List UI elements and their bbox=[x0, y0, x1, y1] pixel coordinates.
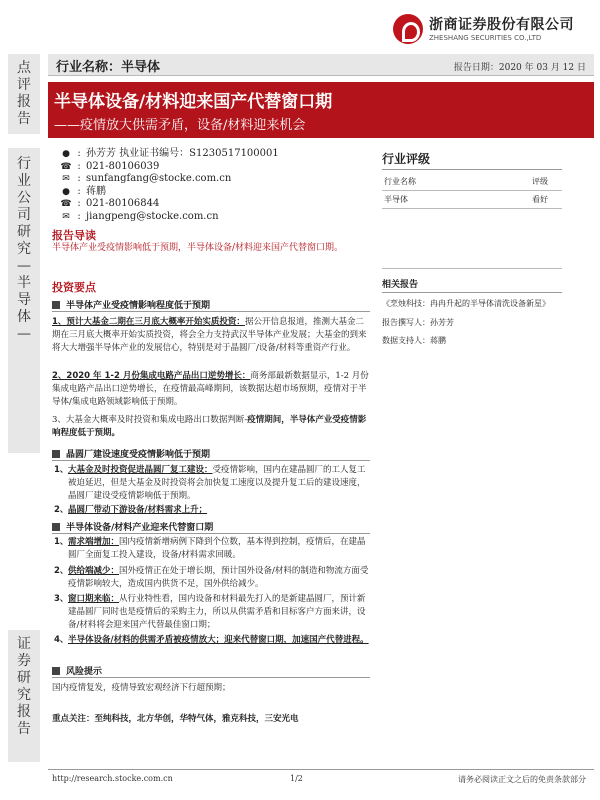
section-heading: 风险提示 bbox=[52, 664, 102, 677]
section-heading: 半导体设备/材料产业迎来代替窗口期 bbox=[52, 520, 213, 533]
report-date: 报告日期：2020 年 03 月 12 日 bbox=[453, 63, 586, 73]
analyst-info bbox=[60, 148, 360, 224]
list-item: 1、 大基金及时投资促进晶圆厂复工建设：受疫情影响，国内在建晶圆厂的工人复工被迫延迟，但是大基金及时投资将会加快复工速度以及提升复工后的建设速度，晶圆厂建设受疫情影响低于预期。 bbox=[54, 465, 366, 501]
list-item: 4、 半导体设备/材料的供需矛盾被疫情放大；迎来代替窗口期，加速国产代替进程。 bbox=[54, 635, 369, 645]
footer-disclaimer: 请务必阅读正文之后的免责条款部分 bbox=[458, 775, 586, 784]
related-report-link[interactable]: 《烹烛科技：冉冉升起的半导体清洗设备新星》 bbox=[382, 299, 550, 308]
footer-divider bbox=[48, 769, 594, 770]
section-heading: 晶圆厂建设速度受疫情影响低于预期 bbox=[52, 447, 210, 460]
list-item: 1、 需求端增加：国内疫情新增病例下降到个位数，基本得到控制，疫情后，在建晶圆厂全面复工投入建设，设备/材料需求回暖。 bbox=[54, 537, 366, 560]
investment-points-title: 投资要点 bbox=[52, 281, 96, 294]
footer-url-link[interactable]: http://research.stocke.com.cn bbox=[52, 774, 173, 783]
analyst-row: ☎ : 021-80106039 bbox=[60, 160, 160, 172]
phone-icon: ☎ bbox=[60, 199, 72, 210]
square-bullet-icon bbox=[52, 523, 60, 531]
person-icon: ● bbox=[62, 186, 70, 197]
phone-icon: ☎ bbox=[60, 161, 72, 172]
analyst-row: ✉ : sunfangfang@stocke.com.cn bbox=[60, 173, 360, 186]
person-icon: ● bbox=[62, 149, 70, 159]
report-writer: 报告撰写人：孙芳芳 bbox=[382, 318, 454, 327]
section-divider bbox=[52, 677, 370, 678]
industry-name: 行业名称：半导体 bbox=[56, 60, 161, 75]
company-name-cn: 浙商证券股份有限公司 bbox=[429, 17, 574, 33]
rating-spacer bbox=[382, 209, 562, 269]
list-item: 3、 窗口期来临：从行业特性看，国内设备和材料最先打入的是新建晶圆厂，预计新建晶圆厂同时也是疫情后的采购主力，所以从供需矛盾和目标客户方面来讲，设备/材料将会迎来国产代替最佳窗口期； bbox=[54, 594, 366, 630]
square-bullet-icon bbox=[52, 450, 60, 458]
logo-mark-icon bbox=[393, 14, 423, 44]
section-divider bbox=[52, 533, 370, 534]
rating-title: 行业评级 bbox=[382, 150, 562, 170]
company-logo bbox=[393, 12, 593, 48]
page-number: 1/2 bbox=[290, 774, 303, 783]
list-item: 2、 供给端减少：国外疫情正在处于增长期，预计国外设备/材料的制造和物流方面受疫情影响较大，造成国内供货不足，国外供给减少。 bbox=[54, 566, 369, 589]
report-subtitle: ——疫情放大供需矛盾，设备/材料迎来机会 bbox=[54, 118, 306, 133]
guide-text: 半导体产业受疫情影响低于预期，半导体设备/材料迎来国产代替窗口期。 bbox=[52, 243, 344, 253]
analyst-row: ● : 蒋鹏 bbox=[60, 186, 360, 199]
square-bullet-icon bbox=[52, 667, 60, 675]
analyst-row: ● : 孙芳芳 执业证书编号：S1230517100001 bbox=[60, 148, 360, 161]
title-band bbox=[48, 82, 594, 138]
key-companies: 重点关注：至纯科技，北方华创，华特气体，雅克科技，三安光电 bbox=[52, 714, 299, 724]
rating-table bbox=[382, 173, 562, 209]
right-column bbox=[382, 150, 562, 347]
analyst-row: ☎ : 021-80106844 bbox=[60, 198, 160, 210]
company-name-en: ZHESHANG SECURITIES CO.,LTD bbox=[429, 34, 542, 42]
risk-text: 国内疫情复发，疫情导致宏观经济下行超预期； bbox=[52, 683, 231, 693]
section-heading: 半导体产业受疫情影响程度低于预期 bbox=[52, 298, 210, 311]
paragraph: 2、2020 年 1-2 月份集成电路产品出口逆势增长：商务部最新数据显示，1-2 月份集成电路产品出口逆势增长，在疫情最高峰期间，该数据达超市场预期，疫情对于半导体/集成电路领域影响低于预期。 bbox=[52, 371, 369, 407]
email-icon: ✉ bbox=[62, 211, 70, 222]
table-row: 行业名称 评级 bbox=[382, 173, 562, 191]
square-bullet-icon bbox=[52, 301, 60, 309]
paragraph: 3、大基金大概率及时投资和集成电路出口数据判断-疫情期间，半导体产业受疫情影响程度低于预期。 bbox=[52, 415, 367, 438]
list-item: 2、 晶圆厂带动下游设备/材料需求上升； bbox=[54, 505, 208, 515]
section-divider bbox=[52, 311, 370, 312]
guide-title: 报告导读 bbox=[52, 229, 96, 242]
paragraph: 1、预计大基金二期在三月底大概率开始实质投资：据公开信息报道，推测大基金二期在三月底大概率开始实质投资，将会全力支持武汉半导体产业发展；大基金的到来将大大增强半导体产业的发展信心，特别是对于晶圆厂/设备/材料等重资产行业。 bbox=[52, 317, 367, 353]
side-label-securities-report: 证 券 研 究 报 告 bbox=[8, 630, 40, 762]
email-icon: ✉ bbox=[62, 174, 70, 185]
analyst-email-link[interactable]: jiangpeng@stocke.com.cn bbox=[86, 210, 219, 222]
industry-bar bbox=[48, 54, 594, 76]
analyst-email-link[interactable]: sunfangfang@stocke.com.cn bbox=[86, 173, 232, 185]
side-label-report-type: 点 评 报 告 bbox=[8, 54, 40, 134]
section-divider bbox=[52, 460, 370, 461]
data-supporter: 数据支持人：蒋鹏 bbox=[382, 336, 446, 345]
table-row: 半导体 看好 bbox=[382, 191, 562, 209]
related-reports-title: 相关报告 bbox=[382, 277, 562, 293]
analyst-row: ✉ : jiangpeng@stocke.com.cn bbox=[60, 211, 360, 224]
side-label-research-type: 行 业 公 司 研 究 — 半 导 体 — bbox=[8, 148, 40, 453]
report-title: 半导体设备/材料迎来国产代替窗口期 bbox=[54, 92, 333, 112]
